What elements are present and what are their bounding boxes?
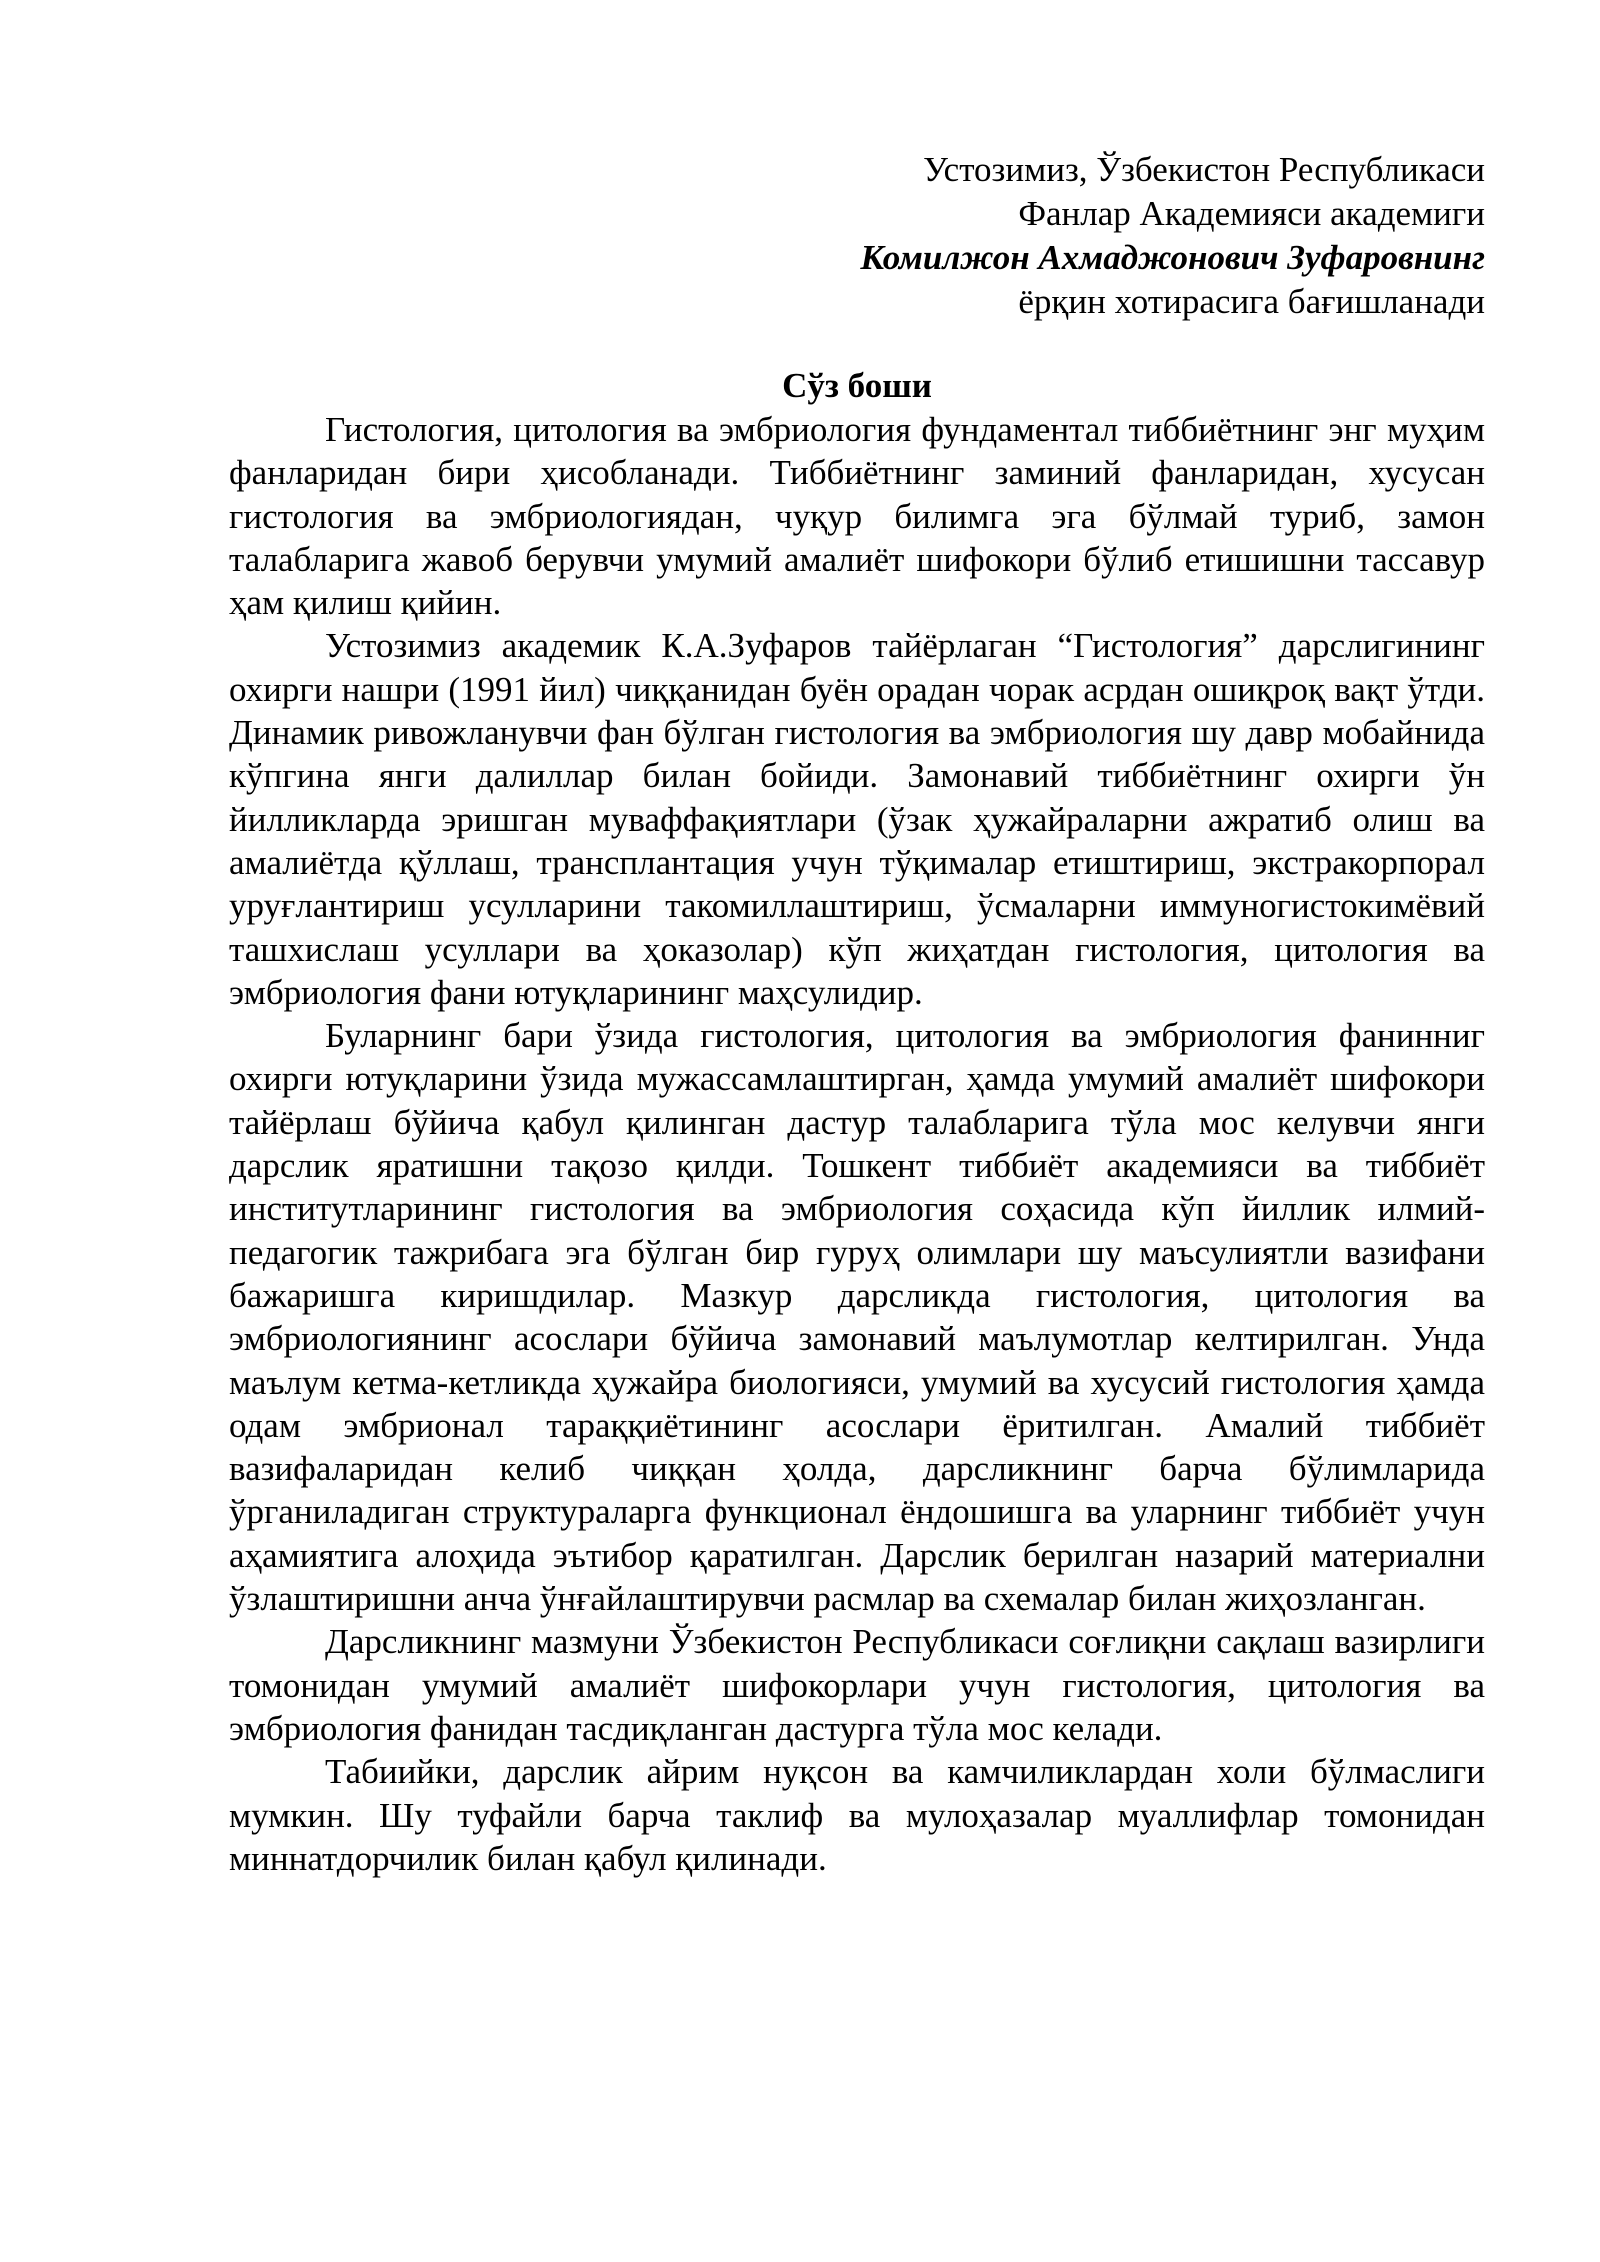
dedication-line-2: Фанлар Академияси академиги bbox=[1018, 194, 1485, 233]
dedication-line-1: Устозимиз, Ўзбекистон Республикаси bbox=[923, 150, 1485, 189]
paragraph-4: Дарсликнинг мазмуни Ўзбекистон Республикаси соғлиқни сақлаш вазирлиги томонидан умумий амалиёт шифокорлари учун гистология, цитология ва эмбриология фанидан тасдиқланган дастурга тўла мос келади. bbox=[229, 1622, 1485, 1748]
section-heading: Сўз боши bbox=[782, 366, 932, 405]
document-page bbox=[229, 148, 1485, 1880]
paragraph-3: Буларнинг бари ўзида гистология, цитология ва эмбриология фанинниг охирги ютуқларини ўзида мужассамлаштирган, ҳамда умумий амалиёт шифокори тайёрлаш бўйича қабул қилинган дастур талабларига тўла мос келувчи янги дарслик яратишни тақозо қилди. Тошкент тиббиёт академияси ва тиббиёт институтларининг гистология ва эмбриология соҳасида кўп йиллик илмий-педагогик тажрибага эга бўлган бир гуруҳ олимлари шу маъсулиятли вазифани бажаришга киришдилар. Мазкур дарсликда гистология, цитология ва эмбриологиянинг асослари бўйича замонавий маълумотлар келтирилган. Унда маълум кетма-кетликда ҳужайра биологияси, умумий ва хусусий гистология ҳамда одам эмбрионал тараққиётининг асослари ёритилган. Амалий тиббиёт вазифаларидан келиб чиққан ҳолда, дарсликнинг барча бўлимларида ўрганиладиган структураларга функционал ёндошишга ва уларнинг тиббиёт учун аҳамиятига алоҳида эътибор қаратилган. Дарслик берилган назарий материални ўзлаштиришни анча ўнғайлаштирувчи расмлар ва схемалар билан жиҳозланган. bbox=[229, 1016, 1485, 1619]
dedication-name: Комилжон Ахмаджонович Зуфаровнинг bbox=[860, 238, 1485, 277]
dedication-line-4: ёрқин хотирасига бағишланади bbox=[1018, 282, 1485, 321]
paragraph-5: Табиийки, дарслик айрим нуқсон ва камчиликлардан холи бўлмаслиги мумкин. Шу туфайли барча таклиф ва мулоҳазалар муаллифлар томонидан миннатдорчилик билан қабул қилинади. bbox=[229, 1752, 1485, 1878]
paragraph-2: Устозимиз академик К.А.Зуфаров тайёрлаган “Гистология” дарслигининг охирги нашри (1991 йил) чиққанидан буён орадан чорак асрдан ошиқроқ вақт ўтди. Динамик ривожланувчи фан бўлган гистология ва эмбриология шу давр мобайнида кўпгина янги далиллар билан бойиди. Замонавий тиббиётнинг охирги ўн йилликларда эришган муваффақиятлари (ўзак ҳужайраларни ажратиб олиш ва амалиётда қўллаш, трансплантация учун тўқималар етиштириш, экстракорпорал уруғлантириш усулларини такомиллаштириш, ўсмаларни иммуногистокимёвий ташхислаш усуллари ва ҳоказолар) кўп жиҳатдан гистология, цитология ва эмбриология фани ютуқларининг маҳсулидир. bbox=[229, 626, 1485, 1012]
dedication-block bbox=[229, 148, 1485, 324]
paragraph-1: Гистология, цитология ва эмбриология фундаментал тиббиётнинг энг муҳим фанларидан бири ҳисобланади. Тиббиётнинг заминий фанларидан, хусусан гистология ва эмбриологиядан, чуқур билимга эга бўлмай туриб, замон талабларига жавоб берувчи умумий амалиёт шифокори бўлиб етишишни тассавур ҳам қилиш қийин. bbox=[229, 410, 1485, 623]
